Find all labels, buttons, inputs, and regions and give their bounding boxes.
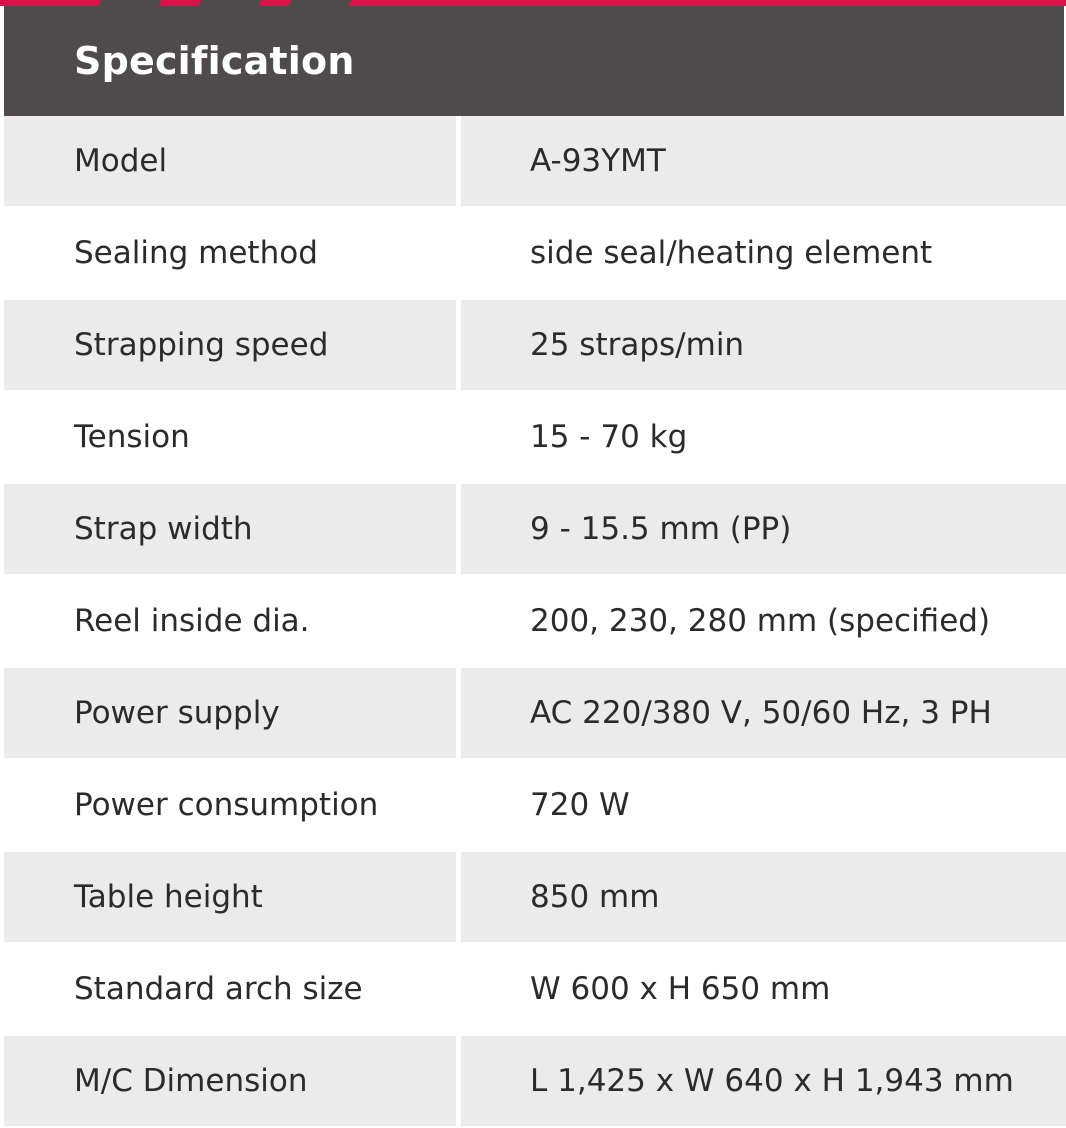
spec-label: Reel inside dia. — [74, 603, 310, 639]
table-row — [4, 1036, 1066, 1128]
spec-value: 720 W — [530, 787, 630, 823]
spec-label-cell — [4, 300, 456, 390]
table-row — [4, 116, 1066, 208]
spec-label: Power consumption — [74, 787, 379, 823]
table-row — [4, 576, 1066, 668]
spec-value: L 1,425 x W 640 x H 1,943 mm — [530, 1063, 1014, 1099]
spec-label: Strap width — [74, 511, 253, 547]
spec-value-cell — [461, 300, 1066, 390]
spec-value: 25 straps/min — [530, 327, 745, 363]
spec-value: 850 mm — [530, 879, 660, 915]
table-row — [4, 300, 1066, 392]
spec-label-cell — [4, 944, 456, 1034]
spec-value: AC 220/380 V, 50/60 Hz, 3 PH — [530, 695, 992, 731]
spec-label: Model — [74, 143, 168, 179]
table-row — [4, 760, 1066, 852]
spec-label: Table height — [74, 879, 263, 915]
spec-table — [4, 116, 1066, 1128]
table-row — [4, 484, 1066, 576]
spec-label-cell — [4, 576, 456, 666]
spec-label-cell — [4, 760, 456, 850]
spec-value-cell — [461, 392, 1066, 482]
spec-value-cell — [461, 668, 1066, 758]
spec-value-cell — [461, 208, 1066, 298]
table-row — [4, 944, 1066, 1036]
spec-value-cell — [461, 852, 1066, 942]
spec-value: side seal/heating element — [530, 235, 933, 271]
table-row — [4, 392, 1066, 484]
spec-label: Tension — [74, 419, 190, 455]
spec-value: W 600 x H 650 mm — [530, 971, 831, 1007]
spec-label: M/C Dimension — [74, 1063, 308, 1099]
spec-value-cell — [461, 576, 1066, 666]
spec-label-cell — [4, 208, 456, 298]
spec-value-cell — [461, 1036, 1066, 1126]
spec-value: 9 - 15.5 mm (PP) — [530, 511, 792, 547]
spec-value-cell — [461, 484, 1066, 574]
spec-value-cell — [461, 944, 1066, 1034]
spec-label: Standard arch size — [74, 971, 363, 1007]
table-row — [4, 208, 1066, 300]
spec-value: A-93YMT — [530, 143, 666, 179]
spec-value: 15 - 70 kg — [530, 419, 688, 455]
specification-header — [4, 6, 1064, 116]
spec-label-cell — [4, 484, 456, 574]
spec-value: 200, 230, 280 mm (specified) — [530, 603, 991, 639]
spec-label: Power supply — [74, 695, 280, 731]
spec-label-cell — [4, 392, 456, 482]
spec-label-cell — [4, 116, 456, 206]
spec-label: Strapping speed — [74, 327, 329, 363]
spec-label-cell — [4, 668, 456, 758]
table-row — [4, 668, 1066, 760]
spec-value-cell — [461, 116, 1066, 206]
spec-label-cell — [4, 1036, 456, 1126]
table-row — [4, 852, 1066, 944]
spec-label: Sealing method — [74, 235, 318, 271]
spec-label-cell — [4, 852, 456, 942]
spec-value-cell — [461, 760, 1066, 850]
page-title: Specification — [74, 39, 355, 83]
